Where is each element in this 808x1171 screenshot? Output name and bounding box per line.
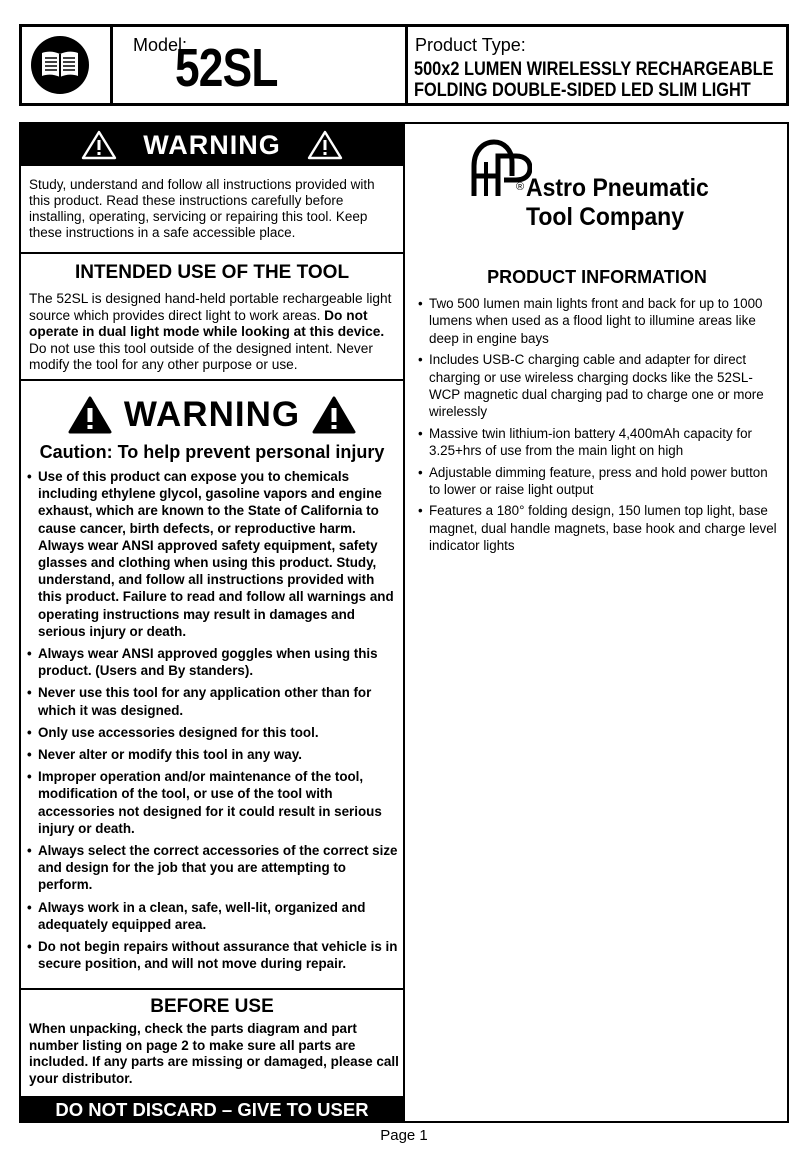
product-type-description <box>414 59 774 101</box>
list-item: • Always work in a clean, safe, well-lit, organized and adequately equipped area. <box>27 899 399 933</box>
warning-triangle-icon <box>68 396 112 434</box>
warning-text: Study, understand and follow all instructions provided with this product. Read these instructions carefully before installing, operating, servicing or repairing this tool. Keep these instructions in a safe accessible place. <box>29 177 375 240</box>
warning-triangle-icon <box>307 130 343 160</box>
list-item: • Includes USB-C charging cable and adapter for direct charging or use wireless charging docks like the 52SL-WCP magnetic dual charging pad to charge one or more wirelessly <box>418 351 780 421</box>
list-item: • Use of this product can expose you to chemicals including ethylene glycol, gasoline vapors and engine exhaust, which are known to the State of California to cause cancer, birth defects, or reproductive harm. Always wear ANSI approved safety equipment, safety glasses and clothing when using this product. Study, understand, and follow all instructions provided with this product. Failure to read and follow all warnings and operating instructions may result in damages and serious injury or death. <box>27 468 399 640</box>
divider <box>21 988 403 990</box>
product-type-line1: 500x2 LUMEN WIRELESSLY RECHARGEABLE <box>414 59 774 80</box>
model-number: 52SL <box>175 38 278 98</box>
product-info-title: PRODUCT INFORMATION <box>487 267 707 287</box>
before-use-title: BEFORE USE <box>150 996 274 1017</box>
warning-triangle-icon <box>312 396 356 434</box>
product-info-list <box>418 295 780 559</box>
intended-use-text2: Do not use this tool outside of the designed intent. Never modify the tool for any other purpose or use. <box>29 340 373 372</box>
warning-list <box>27 468 399 977</box>
book-icon <box>31 36 89 94</box>
warning-triangle-icon <box>81 130 117 160</box>
list-item: • Only use accessories designed for this tool. <box>27 724 399 741</box>
warning-title: WARNING <box>143 129 281 160</box>
big-warning-title: WARNING <box>123 395 301 434</box>
list-item: • Never alter or modify this tool in any way. <box>27 746 399 763</box>
before-use-text: When unpacking, check the parts diagram and part number listing on page 2 to make sure all parts are included. If any parts are missing or damaged, please call your distributor. <box>29 1021 399 1086</box>
intended-use-text <box>29 291 399 374</box>
warning-header <box>21 124 403 166</box>
list-item: • Always wear ANSI approved goggles when using this product. (Users and By standers). <box>27 645 399 679</box>
do-not-discard-banner: DO NOT DISCARD – GIVE TO USER <box>21 1096 403 1123</box>
caution-heading: Caution: To help prevent personal injury <box>39 442 385 462</box>
manual-icon-cell <box>22 27 113 103</box>
divider <box>21 252 403 254</box>
list-item: • Massive twin lithium-ion battery 4,400mAh capacity for 3.25+hrs of use from the main light on high <box>418 425 780 460</box>
registered-mark: ® <box>516 181 525 193</box>
intended-use-text1: The 52SL is designed hand-held portable rechargeable light source which provides direct light to work areas. <box>29 291 392 323</box>
list-item: • Always select the correct accessories of the correct size and design for the job that you are attempting to perform. <box>27 842 399 894</box>
model-label: Model: <box>133 35 188 55</box>
page-number: Page 1 <box>380 1127 428 1144</box>
list-item: • Improper operation and/or maintenance of the tool, modification of the tool, or use of the tool with accessories not designed for it could result in serious injury or death. <box>27 768 399 837</box>
divider <box>21 379 403 381</box>
header-box <box>19 24 789 106</box>
intended-use-title: INTENDED USE OF THE TOOL <box>74 262 350 283</box>
list-item: • Do not begin repairs without assurance that vehicle is in secure position, and will not move during repair. <box>27 938 399 972</box>
list-item: • Never use this tool for any application other than for which it was designed. <box>27 684 399 718</box>
big-warning-header <box>21 393 403 437</box>
list-item: • Two 500 lumen main lights front and back for up to 1000 lumens when used as a flood light to illumine areas like deep in engine bays <box>418 295 780 347</box>
model-cell <box>113 27 408 103</box>
intended-use-bold: Do not operate in dual light mode while looking at this device. <box>29 307 385 339</box>
list-item: • Features a 180° folding design, 150 lumen top light, base magnet, dual handle magnets, base hook and charge level indicator lights <box>418 502 780 554</box>
logo-line1: Astro Pneumatic <box>526 174 709 202</box>
company-logo <box>468 136 738 236</box>
product-type-line2: FOLDING DOUBLE-SIDED LED SLIM LIGHT <box>414 80 751 101</box>
product-type-label: Product Type: <box>415 35 526 55</box>
list-item: • Adjustable dimming feature, press and hold power button to lower or raise light output <box>418 464 780 499</box>
logo-line2: Tool Company <box>526 203 685 231</box>
